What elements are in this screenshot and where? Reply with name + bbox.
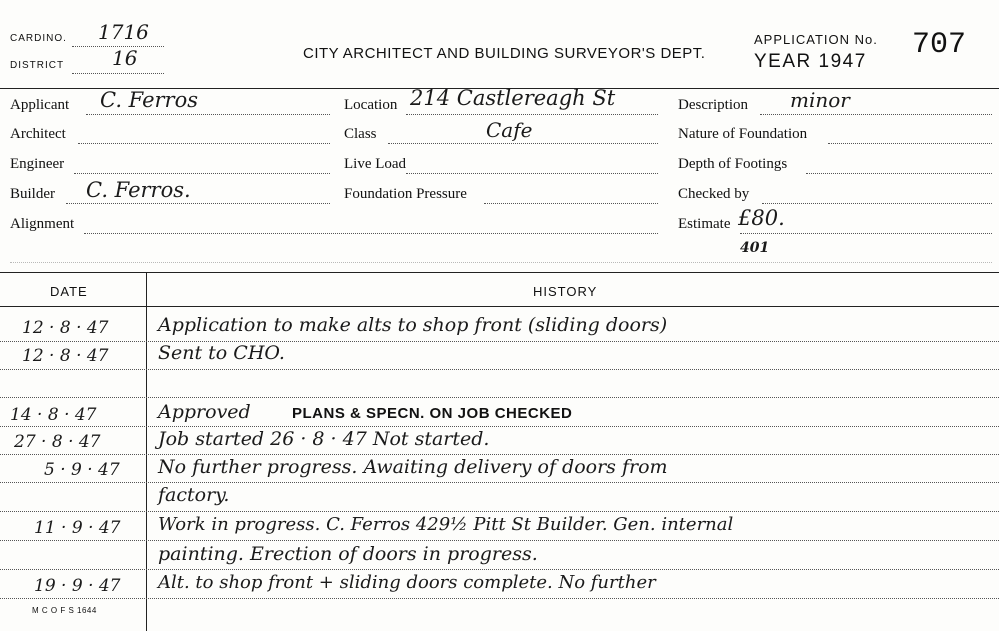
estimate-label: Estimate (678, 216, 731, 232)
row-rule (0, 482, 999, 483)
entry-text: painting. Erection of doors in progress. (158, 543, 538, 565)
entry-text: Application to make alts to shop front (sliding doors) (158, 314, 668, 336)
entry-text: No further progress. Awaiting delivery of doors from (158, 456, 668, 478)
district-label: DISTRICT (10, 60, 65, 71)
engineer-label: Engineer (10, 156, 65, 172)
entry-text: Job started 26 · 8 · 47 Not started. (158, 428, 490, 450)
nature-of-foundation-line (828, 143, 992, 144)
estimate-line (740, 233, 992, 234)
description-line (760, 114, 992, 115)
applicant-value: C. Ferros (100, 88, 199, 112)
district-line (72, 73, 164, 74)
checked-by-line (762, 203, 992, 204)
entry-text: factory. (158, 484, 230, 506)
foundation-pressure-label: Foundation Pressure (344, 186, 467, 202)
entry-date: 12 · 8 · 47 (22, 346, 109, 366)
foundation-pressure-line (484, 203, 658, 204)
row-rule (0, 598, 999, 599)
row-rule (0, 426, 999, 427)
plans-checked-stamp: PLANS & SPECN. ON JOB CHECKED (292, 405, 573, 422)
alignment-line (84, 233, 658, 234)
entry-date: 27 · 8 · 47 (14, 432, 101, 452)
builder-label: Builder (10, 186, 55, 202)
description-label: Description (678, 97, 748, 113)
entry-date: 5 · 9 · 47 (44, 460, 120, 480)
class-line (388, 143, 658, 144)
estimate-note: 401 (740, 240, 770, 256)
entry-text: Sent to CHO. (158, 342, 285, 364)
entry-text: Alt. to shop front + sliding doors complete. No further (158, 572, 656, 593)
location-line (406, 114, 658, 115)
district-value: 16 (112, 46, 138, 70)
class-value: Cafe (486, 118, 533, 142)
card-no-label: CARDINO. (10, 33, 67, 44)
engineer-line (74, 173, 330, 174)
class-label: Class (344, 126, 377, 142)
form-code: M C O F S 1644 (32, 606, 97, 615)
history-column-header: HISTORY (533, 284, 598, 299)
department-title: CITY ARCHITECT AND BUILDING SURVEYOR'S DEPT. (303, 45, 706, 62)
row-rule (0, 454, 999, 455)
description-value: minor (790, 88, 850, 112)
entry-text: Work in progress. C. Ferros 429½ Pitt St Builder. Gen. internal (158, 514, 734, 535)
architect-label: Architect (10, 126, 66, 142)
builder-line (66, 203, 330, 204)
date-column-header: DATE (50, 284, 88, 299)
table-top-rule (0, 272, 999, 273)
architect-line (78, 143, 330, 144)
row-rule (0, 341, 999, 342)
row-rule (0, 369, 999, 370)
alignment-label: Alignment (10, 216, 75, 232)
location-label: Location (344, 97, 398, 113)
applicant-line (86, 114, 330, 115)
card-no-value: 1716 (98, 20, 149, 44)
entry-date: 12 · 8 · 47 (22, 318, 109, 338)
entry-date: 19 · 9 · 47 (34, 576, 121, 596)
row-rule (0, 397, 999, 398)
table-header-rule (0, 306, 999, 307)
year-label: YEAR 1947 (754, 51, 867, 72)
entry-text: Approved (158, 401, 251, 423)
depth-of-footings-line (806, 173, 992, 174)
application-label: APPLICATION No. (754, 32, 878, 47)
table-column-divider (146, 272, 147, 631)
estimate-value: £80. (738, 206, 785, 230)
row-rule (0, 569, 999, 570)
entry-date: 14 · 8 · 47 (10, 405, 97, 425)
spare-line (10, 262, 992, 263)
location-value: 214 Castlereagh St (410, 86, 616, 110)
row-rule (0, 511, 999, 512)
live-load-label: Live Load (344, 156, 407, 172)
checked-by-label: Checked by (678, 186, 750, 202)
row-rule (0, 540, 999, 541)
depth-of-footings-label: Depth of Footings (678, 156, 788, 172)
live-load-line (406, 173, 658, 174)
applicant-label: Applicant (10, 97, 70, 113)
nature-of-foundation-label: Nature of Foundation (678, 126, 808, 142)
application-number: 707 (912, 28, 967, 62)
builder-value: C. Ferros. (86, 178, 191, 202)
entry-date: 11 · 9 · 47 (34, 518, 121, 538)
